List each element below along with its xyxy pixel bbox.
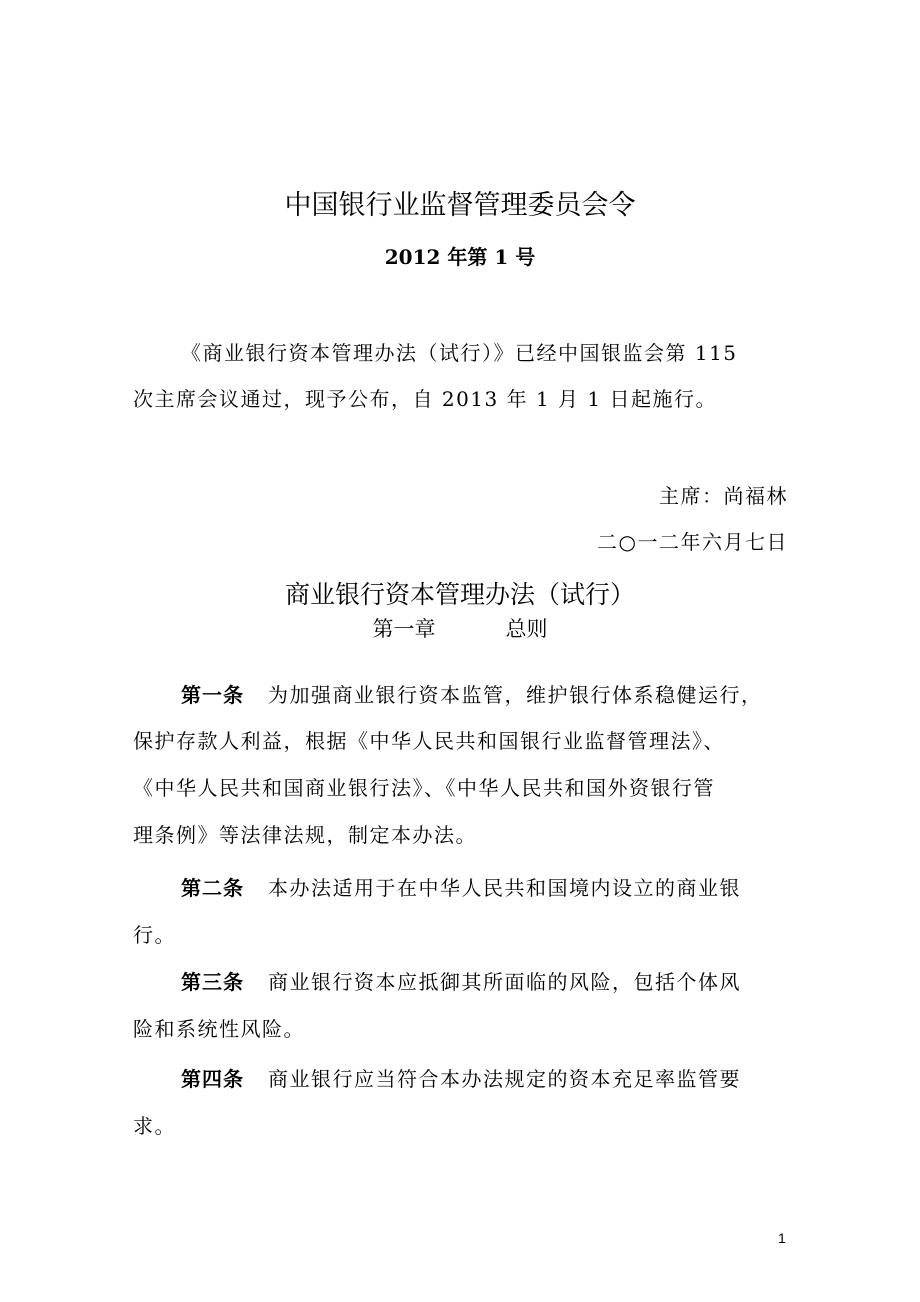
order-title: 中国银行业监督管理委员会令: [284, 190, 636, 221]
signature-date: 二○一二年六月七日: [597, 530, 788, 554]
article-1-line-3: 《中华人民共和国商业银行法》、《中华人民共和国外资银行管: [133, 776, 715, 800]
signatory: 主席：尚福林: [659, 484, 788, 508]
article-1-line-4: 理条例》等法律法规，制定本办法。: [133, 823, 477, 847]
article-1-text-1: 为加强商业银行资本监管，维护银行体系稳健运行，: [268, 683, 763, 707]
article-2-label: 第二条: [181, 876, 244, 900]
announcement-line-1: 《商业银行资本管理办法（试行）》已经中国银监会第 115: [181, 341, 738, 365]
article-2-text-1: 本办法适用于在中华人民共和国境内设立的商业银: [268, 876, 741, 900]
article-3-line-2: 险和系统性风险。: [133, 1017, 305, 1041]
chapter-heading: [0, 614, 920, 644]
article-2-line-1: [181, 873, 741, 903]
article-4-label: 第四条: [181, 1067, 244, 1091]
order-number: 2012 年第 1 号: [384, 245, 536, 269]
article-4-text-1: 商业银行应当符合本办法规定的资本充足率监管要: [268, 1067, 741, 1091]
article-2-line-2: 行。: [133, 923, 176, 947]
law-title: 商业银行资本管理办法（试行）: [284, 580, 635, 609]
article-1-line-1: [181, 680, 763, 710]
article-3-line-1: [181, 967, 741, 997]
chapter-number: 第一章: [372, 617, 436, 641]
article-3-label: 第三条: [181, 970, 244, 994]
article-4-line-2: 求。: [133, 1114, 176, 1138]
page-number: 1: [778, 1230, 786, 1246]
article-1-label: 第一条: [181, 683, 244, 707]
article-3-text-1: 商业银行资本应抵御其所面临的风险，包括个体风: [268, 970, 741, 994]
article-1-line-2: 保护存款人利益，根据《中华人民共和国银行业监督管理法》、: [133, 729, 725, 753]
chapter-name: 总则: [505, 617, 548, 641]
announcement-line-2: 次主席会议通过，现予公布，自 2013 年 1 月 1 日起施行。: [133, 387, 717, 411]
article-4-line-1: [181, 1064, 741, 1094]
